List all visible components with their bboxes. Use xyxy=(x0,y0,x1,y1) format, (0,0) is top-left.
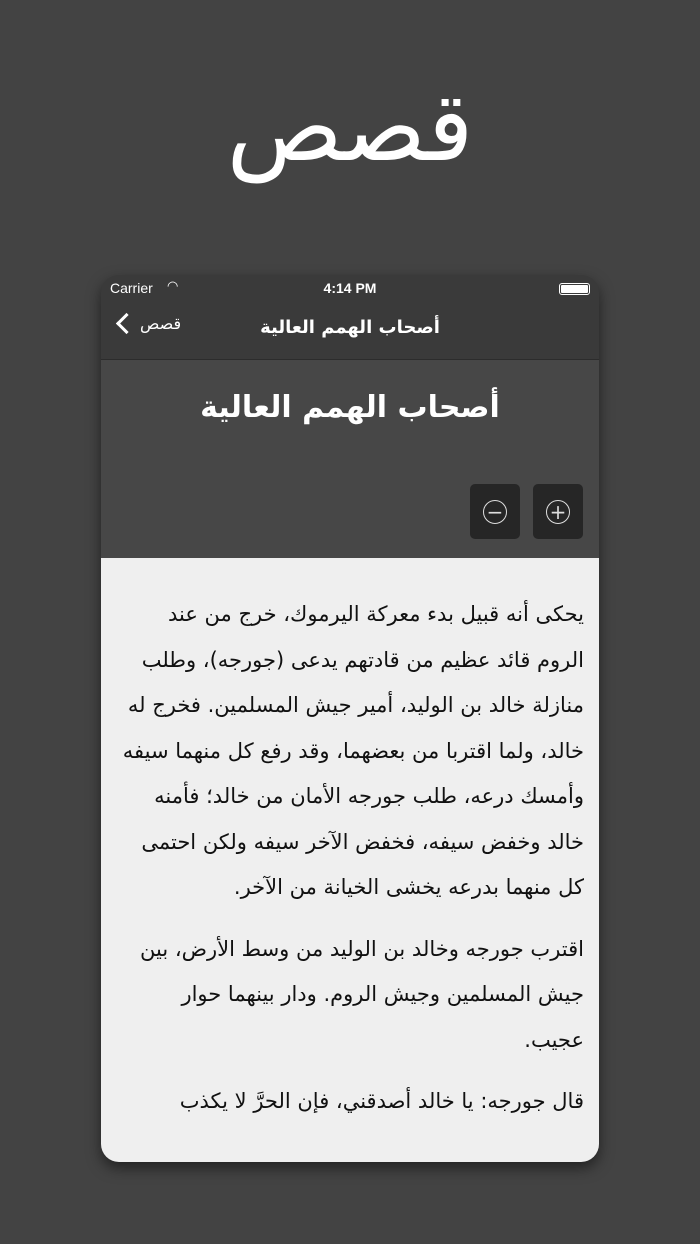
plus-icon: + xyxy=(546,500,570,524)
story-title: أصحاب الهمم العالية xyxy=(200,390,500,425)
app-title: قصص xyxy=(226,71,474,183)
phone-screen xyxy=(101,275,599,1162)
minus-icon: − xyxy=(483,500,507,524)
wifi-icon: ◠ xyxy=(167,278,179,293)
story-body[interactable] xyxy=(101,558,599,1162)
story-header xyxy=(101,360,599,558)
story-paragraph: قال جورجه: يا خالد أصدقني، فإن الحرَّ لا يكذب xyxy=(179,1089,584,1113)
increase-font-button[interactable] xyxy=(533,484,583,539)
nav-title: أصحاب الهمم العالية xyxy=(260,317,440,338)
battery-icon xyxy=(559,283,590,295)
status-bar xyxy=(101,275,599,302)
navigation-bar xyxy=(101,302,599,360)
back-label: قصص xyxy=(140,314,182,333)
carrier-label: Carrier xyxy=(110,280,153,296)
decrease-font-button[interactable] xyxy=(470,484,520,539)
status-time: 4:14 PM xyxy=(323,280,377,296)
story-paragraph: يحكى أنه قبيل بدء معركة اليرموك، خرج من عند الروم قائد عظيم من قادتهم يدعى (جورجه)، وطلب منازلة خالد بن الوليد، أمير جيش المسلمين. فخرج له خالد، ولما اقتربا من بعضهما، وقد رفع كل منهما سيفه وأمسك درعه، طلب جورجه الأمان من خالد؛ فأمنه خالد وخفض سيفه، فخفض الآخر سيفه ولكن احتمى كل منهما بدرعه يخشى الخيانة من الآخر. xyxy=(122,602,584,899)
story-paragraph: اقترب جورجه وخالد بن الوليد من وسط الأرض، بين جيش المسلمين وجيش الروم. ودار بينهما حوار عجيب. xyxy=(140,936,584,1052)
